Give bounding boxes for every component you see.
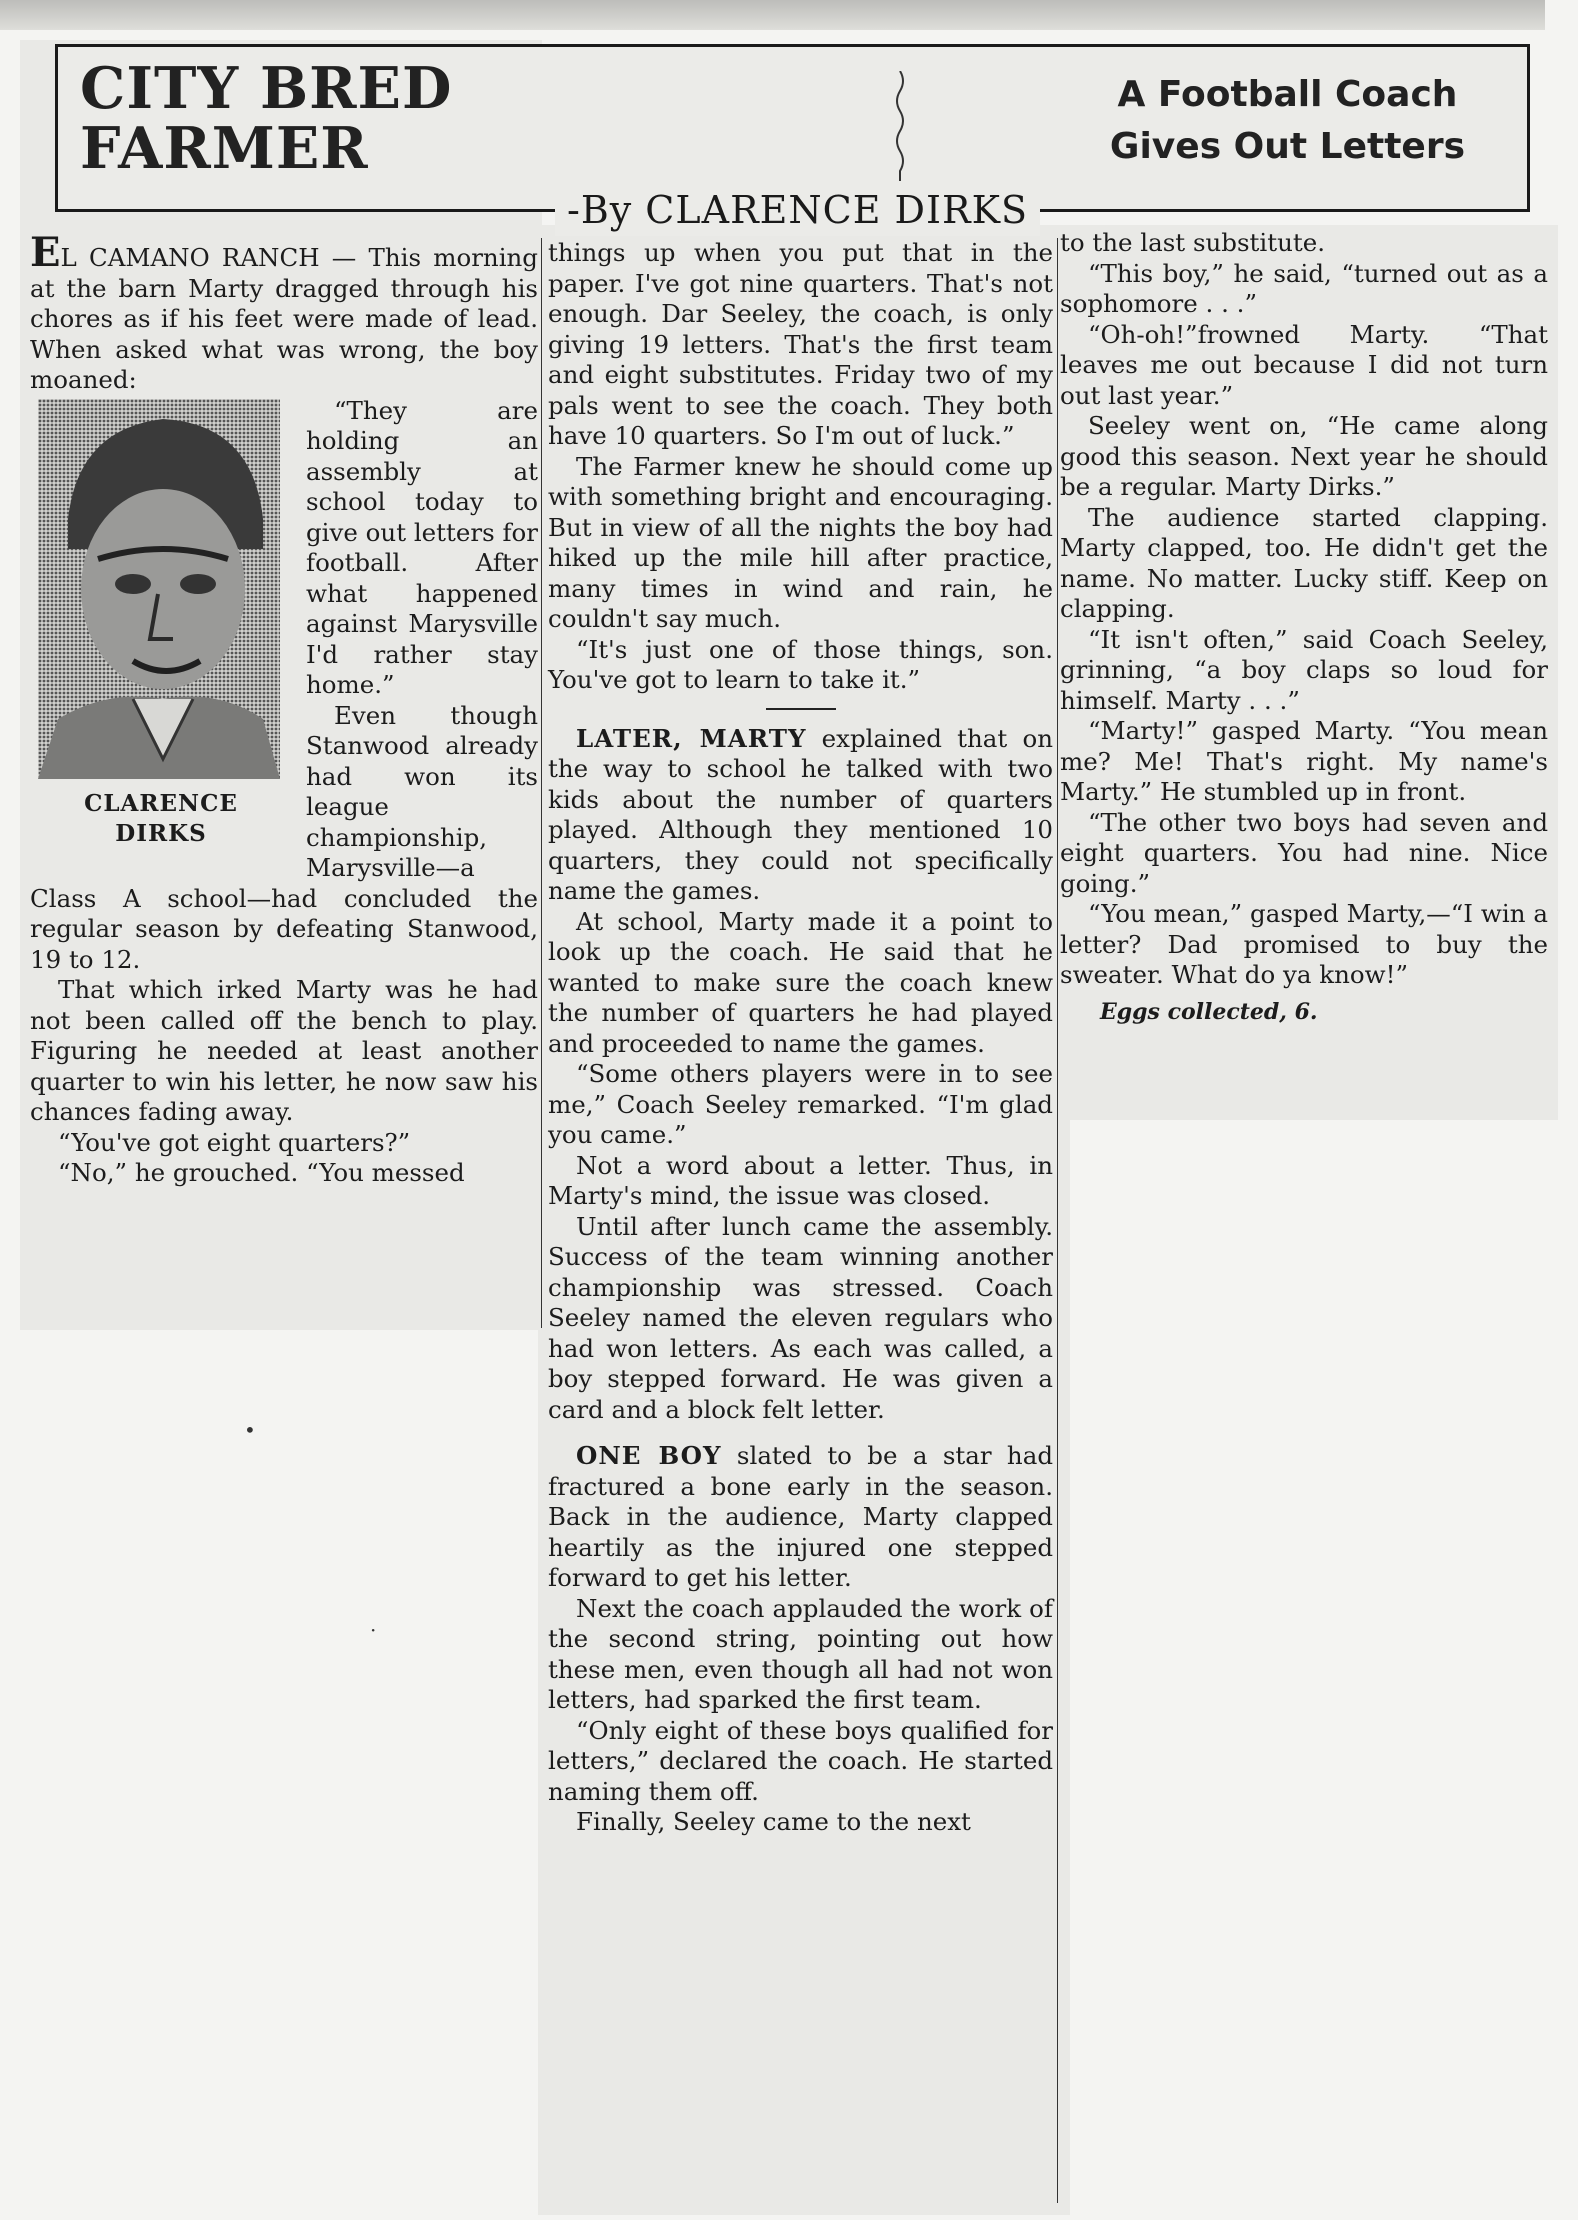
paragraph: The audience started clapping. Marty clapped, too. He didn't get the name. No matter. Lucky stiff. Keep on clapping.: [1060, 502, 1548, 623]
paragraph: “Only eight of these boys qualified for letters,” declared the coach. He started naming them off.: [548, 1715, 1053, 1806]
paragraph: “They are holding an assembly at school today to give out letters for football. After what happened against Marysville I'd rather stay home.”: [306, 395, 538, 699]
paragraph: Not a word about a letter. Thus, in Marty's mind, the issue was closed.: [548, 1150, 1053, 1210]
scan-top-strip: [0, 0, 1545, 30]
paragraph: [548, 1441, 1053, 1594]
paragraph: things up when you put that in the paper. I've got nine quarters. That's not enough. Dar Seeley, the coach, is only giving 19 letters. That's the first team and eight substitutes. Friday two of my pals went to see the coach. They both have 10 quarters. So I'm out of luck.”: [548, 238, 1053, 450]
caption-line: DIRKS: [115, 819, 207, 847]
section-lead: LATER, MARTY: [576, 723, 807, 753]
paragraph: Next the coach applauded the work of the second string, pointing out how these men, even though all had not won letters, had sparked the first team.: [548, 1593, 1053, 1714]
paragraph: “It's just one of those things, son. You've got to learn to take it.”: [548, 634, 1053, 694]
caption-line: CLARENCE: [84, 789, 238, 817]
paragraph: Even though Stanwood already had won its league championship, Marysville—a Class A school—had concluded the regular season by defeating Stanwood, 19 to 12.: [30, 700, 538, 974]
column-rule-2: [1057, 238, 1058, 2203]
paragraph: “It isn't often,” said Coach Seeley, grinning, “a boy claps so loud for himself. Marty . . .”: [1060, 624, 1548, 715]
drop-cap: E: [30, 229, 61, 276]
paragraph-text: L CAMANO RANCH — This morning at the barn Marty dragged through his chores as if his feet were made of lead. When asked what was wrong, the boy moaned:: [30, 243, 538, 394]
paragraph: “You've got eight quarters?”: [58, 1127, 411, 1157]
article-column-1: [30, 229, 538, 1189]
paragraph: “The other two boys had seven and eight quarters. You had nine. Nice going.”: [1060, 807, 1548, 898]
byline: -By CLARENCE DIRKS: [555, 184, 1040, 236]
paragraph: That which irked Marty was he had not been called off the bench to play. Figuring he needed at least another quarter to win his letter, he now saw his chances fading away.: [30, 975, 538, 1126]
paragraph: to the last substitute.: [1060, 228, 1325, 257]
divider-squiggle-icon: [890, 71, 910, 181]
eggs-collected-note: Eggs collected, 6.: [1100, 998, 1318, 1025]
headline-subtitle: A Football Coach Gives Out Letters: [1109, 74, 1465, 167]
section-divider: [766, 708, 836, 710]
scan-speck-icon: •: [244, 1418, 256, 1442]
paragraph: At school, Marty made it a point to look up the coach. He said that he wanted to make sure the coach knew the number of quarters he had played and proceeded to name the games.: [548, 906, 1053, 1058]
paragraph: “Some others players were in to see me,” Coach Seeley remarked. “I'm glad you came.”: [548, 1059, 1053, 1149]
section-lead: ONE BOY: [576, 1441, 722, 1470]
paragraph-text: slated to be a star had fractured a bone early in the season. Back in the audience, Marty clapped heartily as the injured one stepped forward to get his letter.: [548, 1441, 1054, 1592]
paragraph: Finally, Seeley came to the next: [576, 1807, 971, 1836]
paragraph: “This boy,” he said, “turned out as a sophomore . . .”: [1060, 258, 1548, 318]
paragraph: [30, 229, 538, 396]
article-column-3: [1060, 228, 1548, 1027]
column-rule-1: [541, 238, 542, 1328]
paragraph: “You mean,” gasped Marty,—“I win a letter? Dad promised to buy the sweater. What do ya know!”: [1060, 899, 1548, 989]
paragraph: “Marty!” gasped Marty. “You mean me? Me! That's right. My name's Marty.” He stumbled up in front.: [1060, 716, 1548, 806]
paragraph-text: explained that on the way to school he talked with two kids about the number of quarters played. Although they mentioned 10 quarters, they could not specifically name the games.: [548, 723, 1053, 905]
author-photo-block: [30, 399, 292, 861]
paragraph: “Oh-oh!”frowned Marty. “That leaves me out because I did not turn out last year.”: [1060, 319, 1548, 410]
paragraph: Until after lunch came the assembly. Success of the team winning another championship was stressed. Coach Seeley named the eleven regulars who had won letters. As each was called, a boy stepped forward. He was given a card and a block felt letter.: [548, 1211, 1053, 1424]
photo-caption: [30, 789, 292, 849]
paragraph: [548, 724, 1053, 907]
paragraph: “No,” he grouched. “You messed: [58, 1158, 465, 1187]
article-column-2: [548, 238, 1053, 1838]
scan-speck-icon: ·: [370, 1618, 377, 1642]
author-portrait-photo: [38, 399, 280, 779]
headline-title: CITY BRED FARMER: [80, 55, 453, 182]
paragraph: Seeley went on, “He came along good this season. Next year he should be a regular. Marty Dirks.”: [1060, 411, 1548, 501]
paragraph: The Farmer knew he should come up with something bright and encouraging. But in view of all the nights the boy had hiked up the mile hill after practice, many times in wind and rain, he couldn't say much.: [548, 451, 1053, 633]
